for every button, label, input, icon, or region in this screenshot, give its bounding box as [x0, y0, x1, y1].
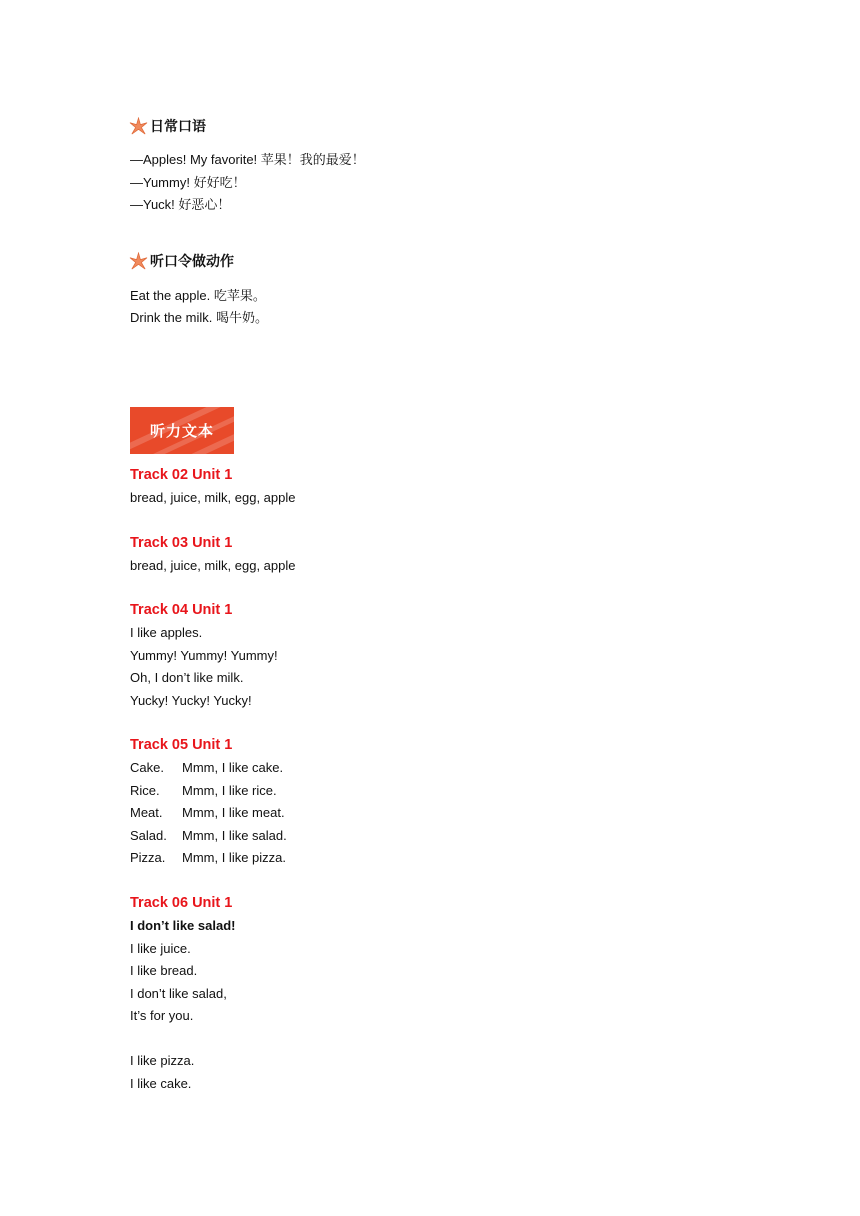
track-sentence: Mmm, I like meat. [182, 805, 285, 820]
phrase-line: —Yummy! 好好吃！ [130, 175, 246, 190]
track-word: Rice. [130, 783, 160, 798]
phrase-line: —Yuck! 好恶心！ [130, 197, 231, 212]
track-word: Salad. [130, 828, 167, 843]
song-title: I don’t like salad! [130, 918, 236, 933]
song-line: I like bread. [130, 963, 198, 978]
track-sentence: Mmm, I like rice. [182, 783, 277, 798]
track-sentence: Mmm, I like cake. [182, 760, 284, 775]
listening-text-banner [130, 407, 234, 454]
track-word: Meat. [130, 805, 163, 820]
section-heading-daily-phrases [130, 116, 206, 136]
phrase-line: —Apples! My favorite! 苹果！我的最爱！ [130, 152, 365, 167]
song-line: It’s for you. [130, 1008, 194, 1023]
track-sentence: Mmm, I like salad. [182, 828, 287, 843]
track-word: Pizza. [130, 850, 166, 865]
track-line: bread, juice, milk, egg, apple [130, 558, 296, 573]
heading-text: 日常口语 [150, 118, 206, 134]
song-line: I don’t like salad, [130, 986, 227, 1001]
song-line: I like juice. [130, 941, 191, 956]
track-title: Track 02 Unit 1 [130, 467, 233, 483]
track-title: Track 03 Unit 1 [130, 535, 233, 551]
track-word: Cake. [130, 760, 164, 775]
command-line: Eat the apple. 吃苹果。 [130, 288, 266, 303]
song-line: I like cake. [130, 1076, 192, 1091]
song-line: I like pizza. [130, 1053, 195, 1068]
track-line: Yummy! Yummy! Yummy! [130, 648, 278, 663]
track-sentence: Mmm, I like pizza. [182, 850, 287, 865]
section-heading-commands [130, 251, 234, 271]
heading-text: 听口令做动作 [150, 253, 234, 269]
track-title: Track 06 Unit 1 [130, 895, 233, 911]
track-line: bread, juice, milk, egg, apple [130, 490, 296, 505]
track-line: Oh, I don’t like milk. [130, 670, 244, 685]
track-title: Track 04 Unit 1 [130, 602, 233, 618]
starfish-icon [129, 117, 148, 136]
track-line: I like apples. [130, 625, 203, 640]
banner-label: 听力文本 [149, 422, 214, 440]
track-title: Track 05 Unit 1 [130, 737, 233, 753]
track-line: Yucky! Yucky! Yucky! [130, 693, 252, 708]
command-line: Drink the milk. 喝牛奶。 [130, 310, 268, 325]
starfish-icon [129, 252, 148, 271]
